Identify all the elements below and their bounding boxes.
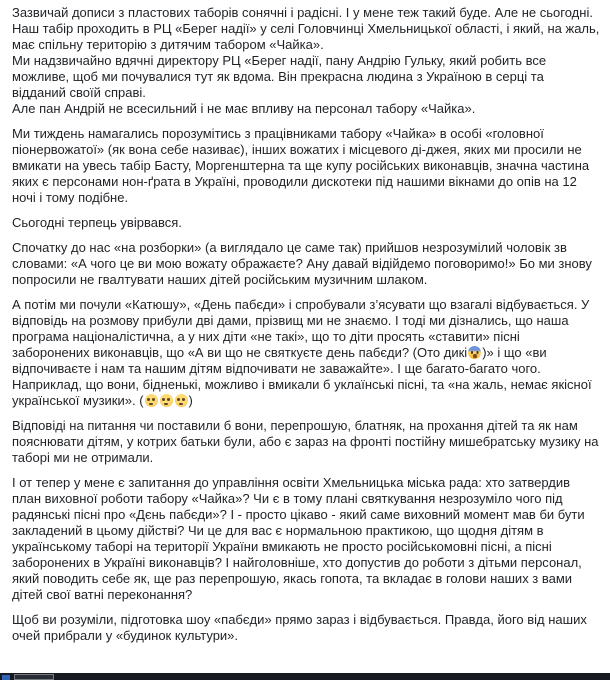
post-paragraph: Відповіді на питання чи поставили б вони, перепрошую, блатняк, на прохання дітей та як нам пояснювати дітям, у котрих батьки були, або є зараз на фронті постійну мишебратську музику на таборі ми не отримали. (12, 418, 599, 465)
post-paragraph: Щоб ви розуміли, підготовка шоу «пабєди» прямо зараз і відбувається. Правда, його від наших очей прибрали у «будинок культури». (12, 612, 587, 643)
post-paragraph: Наш табір проходить в РЦ «Берег надії» у селі Головчинці Хмельницької області, і який, на жаль, має спільну територію з дитячим табором «Чайка». (12, 21, 600, 52)
post-paragraph: А потім ми почули «Катюшу», «День пабєди» і спробували з’ясувати що взагалі відбувається. У відповідь на розмову прибули дві дами, прізвищ ми не знаємо. І тоді ми дізнались, що наша програма націоналістична, а у них діти «не такі», що то діти просять «ставити» пісні заборонених виконавців, що «А ви що не святкуєте день пабєди? (Ото дикі )» і що «ви відпочиваєте і нам та нашим дітям відпочивати не заважайте». І ще багато-багато чого. Наприклад, що вони, бідненькі, можливо і вмикали б уклаїнські пісні, та «на жаль, немає якісної української музики». ( ) (12, 297, 592, 408)
post-paragraph: Сьогодні терпець увірвався. (12, 215, 182, 230)
flushed-face-emoji (145, 394, 158, 407)
flushed-face-emoji (175, 394, 188, 407)
post-paragraph: І от тепер у мене є запитання до управління освіти Хмельницька міська рада: хто затвердив план виховної роботи табору «Чайка»? Чи є в тому плані святкування незрозуміло чого під радянські пісні про «Дєнь пабєди»? І - просто цікаво - який саме виховний момент мав би бути закладений в цьому дійстві? Чи це для вас є нормальною практикою, що щодня дітям в українському таборі на території України вмикають не просто російськомовні пісні, а пісні заборонених в Україні виконавців? І найголовніше, хто допустив до роботи з дітьми персонал, який поводить себе як, ще раз перепрошую, якась гопота, та вкладає в голови наших з вами дітей свої ватні переконання? (12, 475, 585, 602)
taskbar (0, 673, 610, 680)
post-paragraph: Зазвичай дописи з пластових таборів сонячні і радісні. І у мене теж такий буде. Але не сьогодні. (12, 5, 593, 20)
flushed-face-emoji (160, 394, 173, 407)
taskbar-item[interactable] (14, 674, 54, 680)
post-paragraph: Ми тиждень намагались порозумітись з працівниками табору «Чайка» в особі «головної піонервожатої» (як вона себе називає), інших вожатих і місцевого ді-джея, яких ми просили не вмикати на увесь табір Басту, Моргенштерна та ще купу російських виконавців, значна частина яких є персонами нон-ґрата в Україні, проводили дискотеки під нашими вікнами до опів на 12 ночі і тому подібне. (12, 126, 590, 205)
screaming-face-emoji (468, 346, 481, 359)
post-paragraph: Спочатку до нас «на розборки» (а виглядало це саме так) прийшов незрозумілий чоловік зв словами: «А чого це ви мою вожату ображаєте? Ану давай відійдемо поговоримо!» Бо ми знову попросили не гвалтувати наших дітей російським музичним шлаком. (12, 240, 592, 287)
post-paragraph: Але пан Андрій не всесильний і не має впливу на персонал табору «Чайка». (12, 101, 476, 116)
start-button-icon[interactable] (2, 675, 10, 680)
post-paragraph: Ми надзвичайно вдячні директору РЦ «Берег надії, пану Андрію Гульку, який робить все можливе, щоб ми почувалися тут як вдома. Він прекрасна людина з Україною в серці та відданий своїй справі. (12, 53, 547, 100)
